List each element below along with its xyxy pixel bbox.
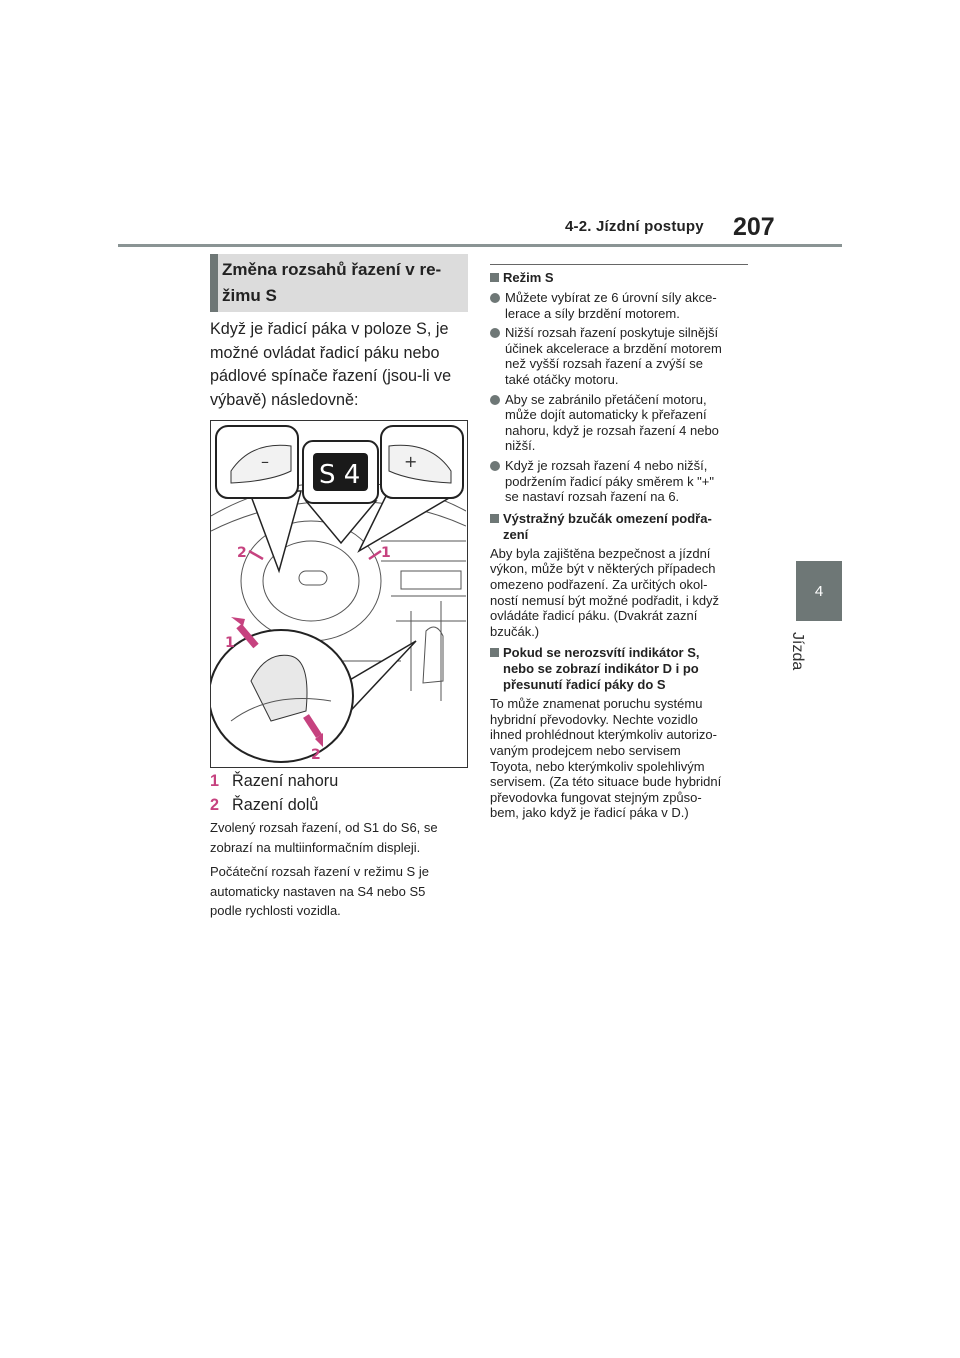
- chapter-tab[interactable]: [796, 561, 842, 621]
- note-paragraph: [210, 818, 472, 857]
- intro-paragraph: [210, 318, 472, 412]
- paddle-minus-callout: [216, 426, 301, 571]
- list-item: [210, 772, 338, 791]
- note-line: automaticky nastaven na S4 nebo S5: [210, 883, 426, 899]
- circle-bullet-icon: [490, 293, 500, 303]
- note-line: Zvolený rozsah řazení, od S1 do S6, se: [210, 820, 438, 835]
- subheading-indicator: Pokud se nerozsvítí indikátor S, nebo se zobrazí indikátor D i po přesunutí řadicí páky do S: [490, 645, 752, 693]
- bullet-item: Můžete vybírat ze 6 úrovní síly akce- lerace a síly brzdění motorem.: [490, 290, 752, 321]
- illustration-svg: [211, 421, 466, 766]
- buzzer-paragraph: Aby byla zajištěna bezpečnost a jízdní výkon, může být v některých případech omezeno podřazení. Za určitých okol- ností nemusí být možné podřadit, i když ovládáte řadicí páku. (Dvakrát zazní bzučák.): [490, 545, 720, 639]
- square-bullet-icon: [490, 514, 499, 523]
- intro-line: možné ovládat řadicí páku nebo: [210, 343, 440, 362]
- section-title: 4-2. Jízdní postupy: [565, 218, 704, 235]
- note-line: zobrazí na multiinformačním displeji.: [210, 839, 421, 855]
- shifter-callout: [211, 617, 416, 763]
- item-number: 1: [210, 772, 220, 790]
- subheading-buzzer: Výstražný bzučák omezení podřa- zení: [490, 511, 752, 543]
- title-accent-bar: [210, 254, 218, 312]
- right-column-rule: [490, 264, 748, 265]
- circle-bullet-icon: [490, 328, 500, 338]
- minus-glyph: –: [261, 452, 269, 471]
- plus-glyph: +: [404, 452, 418, 471]
- label-2-paddle: 2: [237, 545, 247, 561]
- square-bullet-icon: [490, 648, 499, 657]
- item-text: Řazení nahoru: [232, 772, 339, 790]
- square-bullet-icon: [490, 273, 499, 282]
- page-number: 207: [733, 213, 775, 241]
- note-paragraph: [210, 862, 472, 921]
- item-text: Řazení dolů: [232, 796, 319, 814]
- bullet-item: Nižší rozsah řazení poskytuje silnější účinek akcelerace a brzdění motorem než vyšší rozsah řazení a zvýší se také otáčky motoru.: [490, 325, 752, 387]
- chapter-label-wrap: [786, 632, 806, 712]
- label-1-paddle: 1: [381, 545, 391, 561]
- chapter-label: Jízda: [789, 632, 806, 671]
- display-callout: [303, 441, 378, 543]
- label-1-shifter: 1: [225, 635, 235, 651]
- list-item: [210, 796, 318, 815]
- label-2-shifter: 2: [311, 747, 321, 763]
- circle-bullet-icon: [490, 461, 500, 471]
- item-number: 2: [210, 796, 220, 814]
- right-column: [490, 270, 752, 821]
- intro-line: výbavě) následovně:: [210, 390, 359, 409]
- subheading-rezim-s: Režim S: [490, 270, 752, 286]
- gear-display-text: S 4: [319, 460, 361, 490]
- shift-illustration: [210, 420, 468, 768]
- circle-bullet-icon: [490, 395, 500, 405]
- indicator-paragraph: To může znamenat poruchu systému hybridní převodovky. Nechte vozidlo ihned prohlédnout kterýmkoliv autorizo- vaným prodejcem nebo servisem Toyota, nebo kterýmkoliv spolehlivým servisem. (Za této situace bude hybridní převodovka fungovat stejným způso- bem, jako když je řadicí páka v D.): [490, 696, 722, 821]
- chapter-number: 4: [814, 582, 824, 600]
- intro-line: pádlové spínače řazení (jsou-li ve: [210, 367, 452, 385]
- note-line: Počáteční rozsah řazení v režimu S je: [210, 864, 429, 879]
- header-rule: [118, 244, 842, 247]
- section-heading-line2: žimu S: [222, 286, 277, 305]
- intro-line: Když je řadicí páka v poloze S, je: [210, 320, 449, 338]
- section-heading: [222, 257, 466, 309]
- note-line: podle rychlosti vozidla.: [210, 903, 341, 918]
- section-heading-line1: Změna rozsahů řazení v re-: [222, 260, 442, 279]
- bullet-item: Aby se zabránilo přetáčení motoru, může dojít automaticky k přeřazení nahoru, když je rozsah řazení 4 nebo nižší.: [490, 392, 752, 454]
- bullet-item: Když je rozsah řazení 4 nebo nižší, podržením řadicí páky směrem k "+" se nastaví rozsah řazení na 6.: [490, 458, 752, 505]
